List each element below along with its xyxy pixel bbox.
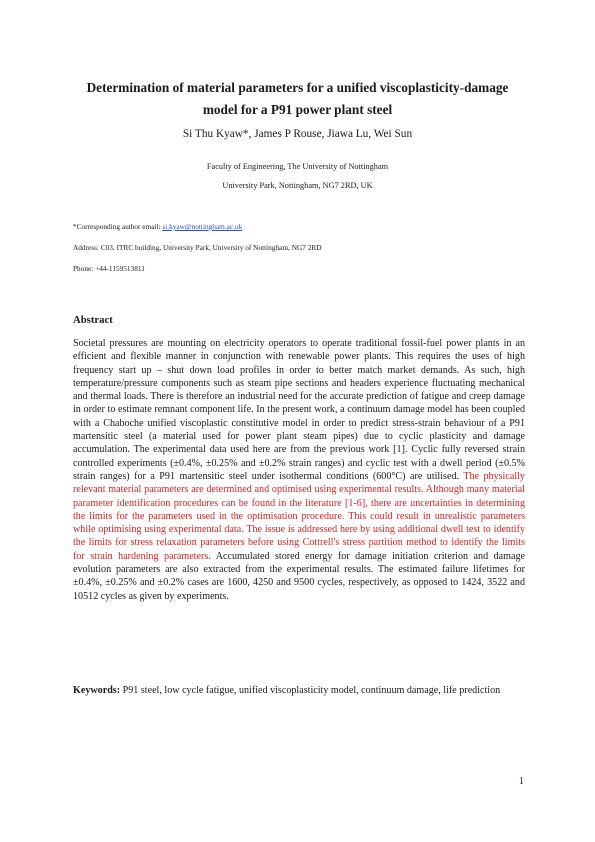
keywords: [73, 684, 525, 697]
affiliation-line-1: Faculty of Engineering, The University of Nottingham: [206, 162, 389, 171]
email-link[interactable]: si.kyaw@nottingham.ac.uk: [162, 222, 243, 231]
keywords-label: Keywords:: [73, 685, 121, 696]
affiliation: [60, 157, 535, 195]
abstract-text-part-2: Accumulated stored energy for damage initiation criterion and damage evolution parameters are also extracted from the experimental results. The estimated failure lifetimes for ±0.4%, ±0.25% and ±0.2% cases are 1600, 4250 and 9500 cycles, respectively, as opposed to 1424, 3522 and 10512 cycles as given by experiments.: [73, 550, 525, 602]
page-number: 1: [519, 776, 524, 787]
abstract-text-part-1: Societal pressures are mounting on electricity operators to operate traditional fossil-fuel power plants in an efficient and flexible manner in conjunction with renewable power plants. This requires the uses of high frequency start up – shut down load profiles in order to better match market demands. As such, high temperature/pressure components such as steam pipe sections and headers experience fluctuating mechanical and thermal loads. There is therefore an industrial need for the accurate prediction of fatigue and creep damage in order to estimate remnant component life. In the present work, a continuum damage model has been coupled with a Chaboche unified viscoplastic constitutive model in order to predict stress-strain behaviour of a P91 martensitic steel (a material used for power plant steam pipes) due to cyclic plasticity and damage accumulation. The experimental data used here are from the previous work [1]. Cyclic fully reversed strain controlled experiments (±0.4%, ±0.25% and ±0.2% strain ranges) and cyclic test with a dwell period (±0.5% strain ranges) for a P91 martensitic steel under isothermal conditions (600°C) are utilised.: [73, 338, 525, 482]
author-list: Si Thu Kyaw*, James P Rouse, Jiawa Lu, Wei Sun: [182, 128, 413, 140]
address-line: Address: C03, ITRC building, University Park, University of Nottingham, NG7 2RD: [73, 243, 322, 252]
keywords-text: P91 steel, low cycle fatigue, unified viscoplasticity model, continuum damage, life prediction: [120, 685, 501, 696]
abstract-body: [73, 337, 525, 603]
corresponding-email: [73, 222, 242, 232]
affiliation-line-2: University Park, Nottingham, NG7 2RD, UK: [222, 181, 373, 190]
email-label: *Corresponding author email:: [73, 222, 163, 231]
title-line-2: model for a P91 power plant steel: [202, 102, 393, 117]
abstract-highlighted-text: The physically relevant material parameters are determined and optimised using experimental results. Although many material parameter identification procedures can be found in the literature [1-6], there are uncertainties in determining the limits for the parameters used in the optimisation procedure. This could result in unrealistic parameters while optimising using experimental data. The issue is addressed here by using additional dwell test to identify the limits for stress relaxation parameters before using Cottrell's stress partition method to identify the limits for strain hardening parameters.: [73, 470, 525, 562]
title-line-1: Determination of material parameters for a unified viscoplasticity-damage: [86, 80, 509, 95]
abstract-heading: Abstract: [73, 314, 113, 326]
phone-line: Phone: +44-1159513811: [73, 264, 145, 273]
paper-title: [60, 77, 535, 121]
